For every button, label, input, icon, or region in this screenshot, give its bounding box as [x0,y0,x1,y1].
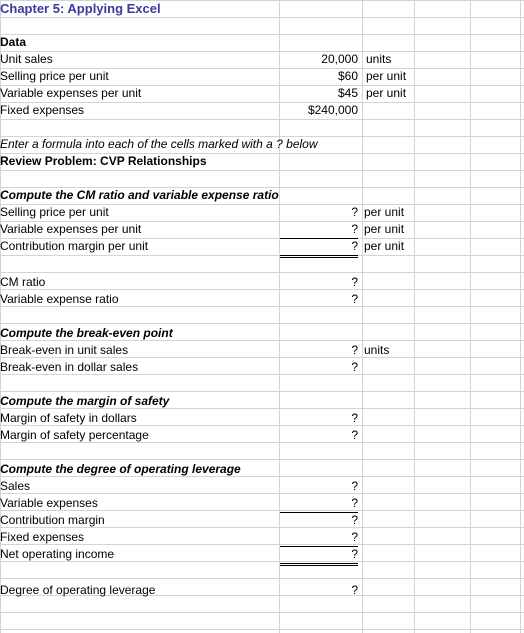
cm-formula-cell[interactable]: ? [280,238,358,258]
dol-label[interactable]: Variable expenses [0,496,98,510]
data-value[interactable]: $60 [337,69,358,83]
column-divider [470,0,471,633]
dol-formula-cell[interactable]: ? [280,529,358,547]
sheet-title[interactable]: Chapter 5: Applying Excel [0,1,161,16]
section-title-mos[interactable]: Compute the margin of safety [0,394,170,408]
dol-label[interactable]: Net operating income [0,547,115,561]
data-label[interactable]: Fixed expenses [0,103,85,117]
ratio-label[interactable]: CM ratio [0,275,46,289]
ratio-label[interactable]: Variable expense ratio [0,292,119,306]
data-value[interactable]: $240,000 [307,103,358,117]
mos-formula-cell[interactable]: ? [351,428,358,442]
mos-label[interactable]: Margin of safety in dollars [0,411,137,425]
data-label[interactable]: Unit sales [0,52,53,66]
cm-label[interactable]: Variable expenses per unit [0,222,142,236]
cm-label[interactable]: Contribution margin per unit [0,239,149,253]
cm-unit[interactable]: per unit [364,222,405,236]
column-divider [414,0,415,633]
cm-formula-cell[interactable]: ? [280,221,358,239]
data-value[interactable]: $45 [337,86,358,100]
cm-label[interactable]: Selling price per unit [0,205,109,219]
review-title[interactable]: Review Problem: CVP Relationships [0,154,207,168]
section-title-cm[interactable]: Compute the CM ratio and variable expense ratio [0,188,279,202]
cm-unit[interactable]: per unit [364,239,405,253]
dol-final-label[interactable]: Degree of operating leverage [0,583,156,597]
data-heading[interactable]: Data [0,35,27,49]
data-label[interactable]: Selling price per unit [0,69,109,83]
section-title-dol[interactable]: Compute the degree of operating leverage [0,462,241,476]
breakeven-label[interactable]: Break-even in unit sales [0,343,129,357]
ratio-formula-cell[interactable]: ? [351,292,358,306]
column-divider [520,0,521,633]
data-unit[interactable]: per unit [366,69,407,83]
dol-label[interactable]: Fixed expenses [0,530,85,544]
mos-label[interactable]: Margin of safety percentage [0,428,149,442]
mos-formula-cell[interactable]: ? [351,411,358,425]
data-unit[interactable]: units [366,52,392,66]
cm-unit[interactable]: per unit [364,205,405,219]
column-divider [362,0,363,633]
dol-final-formula-cell[interactable]: ? [351,583,358,597]
cm-formula-cell[interactable]: ? [351,205,358,219]
breakeven-formula-cell[interactable]: ? [351,360,358,374]
breakeven-label[interactable]: Break-even in dollar sales [0,360,139,374]
dol-formula-cell[interactable]: ? [351,513,358,527]
dol-formula-cell[interactable]: ? [280,495,358,513]
dol-formula-cell[interactable]: ? [351,479,358,493]
data-unit[interactable]: per unit [366,86,407,100]
dol-label[interactable]: Sales [0,479,31,493]
dol-label[interactable]: Contribution margin [0,513,105,527]
breakeven-formula-cell[interactable]: ? [351,343,358,357]
data-label[interactable]: Variable expenses per unit [0,86,142,100]
ratio-formula-cell[interactable]: ? [351,275,358,289]
breakeven-unit[interactable]: units [364,343,390,357]
data-value[interactable]: 20,000 [321,52,358,66]
dol-formula-cell[interactable]: ? [280,546,358,566]
instruction-text[interactable]: Enter a formula into each of the cells marked with a ? below [0,137,318,151]
section-title-breakeven[interactable]: Compute the break-even point [0,326,173,340]
